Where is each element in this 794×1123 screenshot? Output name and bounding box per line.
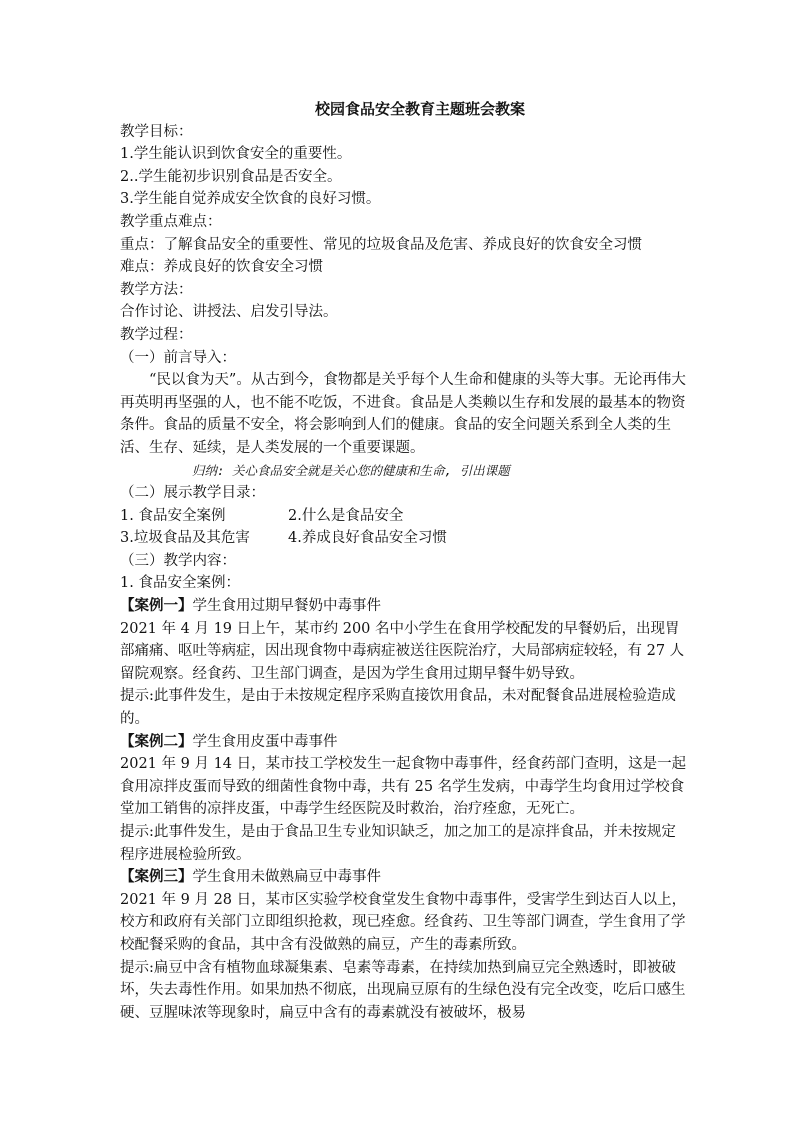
methods-heading: 教学方法：	[120, 281, 193, 298]
case-heading	[120, 731, 690, 754]
key-point-text: 重点：了解食品安全的重要性、常见的垃圾食品及危害、养成良好的饮食安全习惯	[120, 236, 642, 253]
difficult-point-text: 难点：养成良好的饮食安全习惯	[120, 259, 323, 276]
intro-heading: （一）前言导入：	[120, 349, 236, 366]
case-body: 2021 年 4 月 19 日上午，某市约 200 名中小学生在食用学校配发的早餐奶后，出现胃部痛痛、呕吐等病症，因出现食物中毒病症被送往医院治疗，大局部病症较轻，有 27 人留院观察。经食药、卫生部门调查，是因为学生食用过期早餐牛奶导致。	[120, 620, 685, 682]
objective-item: 3.学生能自觉养成安全饮食的良好习惯。	[120, 191, 381, 208]
case-tip: 提示:此事件发生，是由于未按规定程序采购直接饮用食品，未对配餐食品进展检验造成的。	[120, 688, 676, 728]
catalog-row	[120, 527, 690, 550]
case-label: 【案例二】	[120, 733, 193, 750]
key-points-heading: 教学重点难点：	[120, 213, 222, 230]
catalog-item: 2.什么是食品安全	[288, 507, 404, 524]
case-label: 【案例三】	[120, 869, 193, 886]
process-heading: 教学过程：	[120, 326, 193, 343]
objective-item: 2..学生能初步识别食品是否安全。	[120, 168, 342, 185]
case-tip: 提示:扁豆中含有植物血球凝集素、皂素等毒素，在持续加热到扁豆完全熟透时，即被破坏，失去毒性作用。如果加热不彻底，出现扁豆原有的生绿色没有完全改变，吃后口感生硬、豆腥味浓等现象时，扁豆中含有的毒素就没有被破坏，极易	[120, 959, 686, 1021]
case-body: 2021 年 9 月 14 日，某市技工学校发生一起食物中毒事件，经食药部门查明，这是一起食用凉拌皮蛋而导致的细菌性食物中毒，共有 25 名学生发病，中毒学生均食用过学校食堂加工销售的凉拌皮蛋，中毒学生经医院及时救治，治疗痊愈，无死亡。	[120, 756, 687, 818]
objectives-heading: 教学目标：	[120, 123, 193, 140]
catalog-item: 3.垃圾食品及其危害	[120, 530, 250, 547]
case-label: 【案例一】	[120, 598, 193, 615]
catalog-item: 4.养成良好食品安全习惯	[288, 530, 447, 547]
document-title: 校园食品安全教育主题班会教案	[314, 100, 525, 118]
methods-text: 合作讨论、讲授法、启发引导法。	[120, 304, 338, 321]
objective-item: 1.学生能认识到饮食安全的重要性。	[120, 146, 352, 163]
catalog-item: 1. 食品安全案例	[120, 507, 226, 524]
intro-summary: 归纳: 关心食品安全就是关心您的健康和生命, 引出课题	[192, 462, 510, 478]
catalog-row	[120, 505, 690, 528]
case-title: 学生食用过期早餐奶中毒事件	[192, 598, 381, 615]
intro-paragraph: “民以食为天”。从古到今，食物都是关乎每个人生命和健康的头等大事。无论再伟大再英明再坚强的人，也不能不吃饭，不进食。食品是人类赖以生存和发展的最基本的物资条件。食品的质量不安全，将会影响到人们的健康。食品的安全问题关系到全人类的生活、生存、延续，是人类发展的一个重要课题。	[120, 372, 686, 456]
case-heading	[120, 595, 690, 618]
case-title: 学生食用未做熟扁豆中毒事件	[192, 869, 381, 886]
case-title: 学生食用皮蛋中毒事件	[192, 733, 338, 750]
case-body: 2021 年 9 月 28 日，某市区实验学校食堂发生食物中毒事件，受害学生到达百人以上，校方和政府有关部门立即组织抢救，现已痊愈。经食药、卫生等部门调查，学生食用了学校配餐采购的食品，其中含有没做熟的扁豆，产生的毒素所致。	[120, 891, 687, 953]
case-heading	[120, 866, 690, 889]
catalog-heading: （二）展示教学目录：	[120, 485, 265, 502]
content-heading: （三）教学内容：	[120, 552, 236, 569]
lesson-plan-document	[120, 98, 690, 1024]
case-tip: 提示:此事件发生，是由于食品卫生专业知识缺乏，加之加工的是凉拌食品，并未按规定程序进展检验所致。	[120, 824, 676, 863]
cases-heading: 1. 食品安全案例：	[120, 575, 240, 592]
